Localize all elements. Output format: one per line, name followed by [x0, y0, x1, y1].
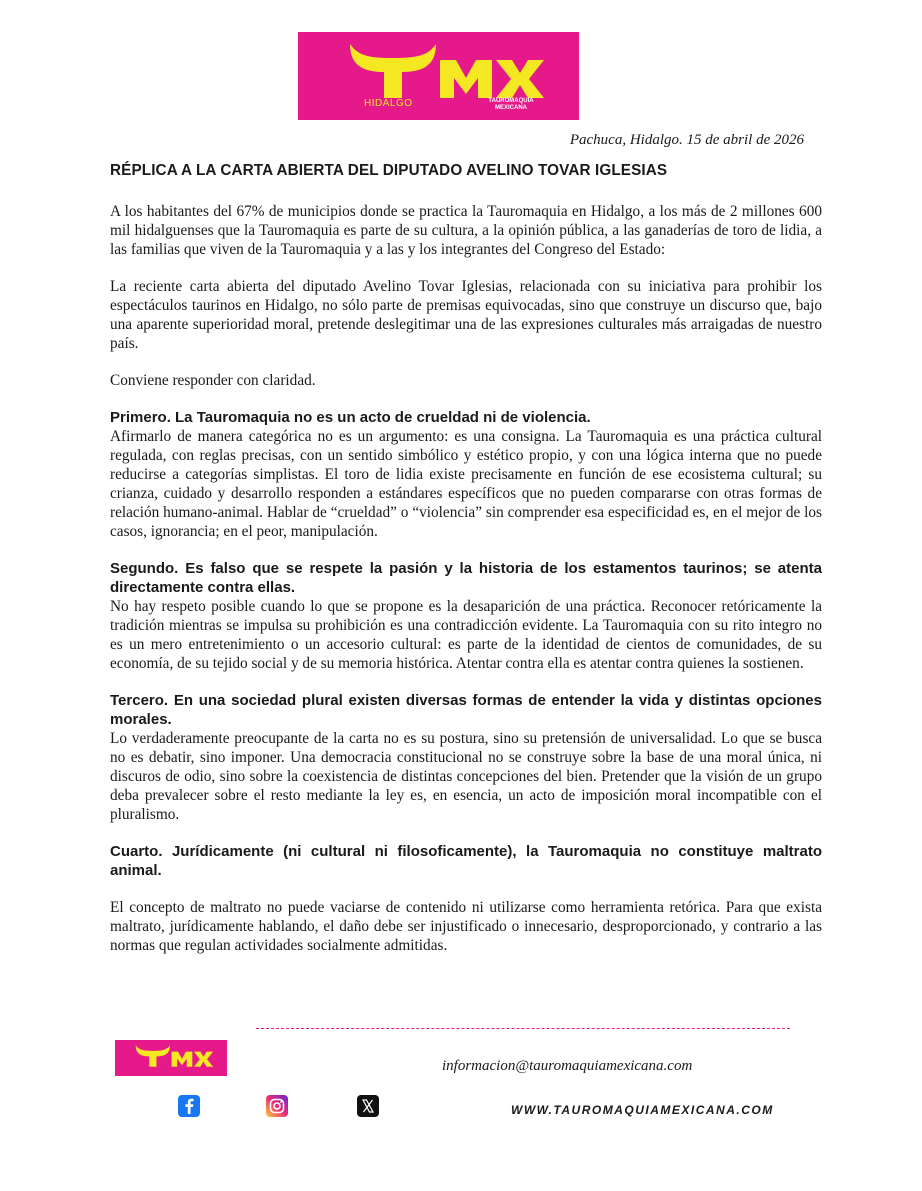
section-text: Lo verdaderamente preocupante de la carta no es su postura, sino su pretensión de universalidad. Lo que se busca no es debatir, sino imponer. Una democracia constitucional no se construye sobre la base de una moral única, ni discuros de odio, sino sobre la coexistencia de distintas concepciones del bien. Pretender que la visión de un grupo deba prevalecer sobre el resto mediante la ley es, en esencia, un acto de imposición moral incompatible con el pluralismo. — [110, 730, 822, 823]
website-link[interactable]: WWW.TAUROMAQUIAMEXICANA.COM — [511, 1103, 774, 1117]
footer-divider — [256, 1028, 790, 1029]
section-heading: Primero. La Tauromaquia no es un acto de crueldad ni de violencia. — [110, 409, 591, 426]
footer-logo — [115, 1040, 227, 1076]
bull-horns-logo-icon — [115, 1040, 227, 1076]
document-title: RÉPLICA A LA CARTA ABIERTA DEL DIPUTADO AVELINO TOVAR IGLESIAS — [110, 162, 668, 179]
section-heading: Cuarto. Jurídicamente (ni cultural ni filosoficamente), la Tauromaquia no constituye maltrato animal. — [110, 843, 822, 879]
intro-paragraph: A los habitantes del 67% de municipios donde se practica la Tauromaquia en Hidalgo, a los más de 2 millones 600 mil hidalguenses que la Tauromaquia es parte de su cultura, a la opinión pública, a las ganaderías de toro de lidia, a las familias que viven de la Tauromaquia y a las y los integrantes del Congreso del Estado: — [110, 203, 822, 258]
section-text: Afirmarlo de manera categórica no es un argumento: es una consigna. La Tauromaquia es una práctica cultural regulada, con reglas precisas, con un sentido simbólico y estético propio, y con una lógica interna que no puede reducirse a categorías simplistas. El toro de lidia existe precisamente en función de ese ecosistema cultural; su crianza, cuidado y desarrollo responden a estándares específicos que no pueden compararse con otras formas de relación humano-animal. Hablar de “crueldad” o “violencia” sin comprender esa especificidad es, en el mejor de los casos, ignorancia; en el peor, manipulación. — [110, 428, 822, 540]
section-text: El concepto de maltrato no puede vaciarse de contenido ni utilizarse como herramienta retórica. Para que exista maltrato, jurídicamente hablando, el daño debe ser injustificado o innecesario, desproporcionado, y contrario a las normas que regulan actividades socialmente admitidas. — [110, 899, 822, 954]
contact-email[interactable]: informacion@tauromaquiamexicana.com — [442, 1058, 693, 1074]
instagram-icon[interactable] — [266, 1095, 288, 1117]
document-date: Pachuca, Hidalgo. 15 de abril de 2026 — [569, 132, 804, 148]
facebook-icon[interactable] — [178, 1095, 200, 1117]
x-icon[interactable] — [357, 1095, 379, 1117]
section-text: No hay respeto posible cuando lo que se propone es la desaparición de una práctica. Reconocer retóricamente la tradición mientras se impulsa su prohibición es una contradicción evidente. La Tauromaquia con su rito integro no es un mero entretenimiento o un accesorio cultural: es parte de la identidad de cientos de comunidades, de su economía, de su tejido social y de su memoria histórica. Atentar contra ella es atentar contra quienes la sostienen. — [110, 598, 822, 672]
intro-paragraph: La reciente carta abierta del diputado Avelino Tovar Iglesias, relacionada con su iniciativa para prohibir los espectáculos taurinos en Hidalgo, no sólo parte de premisas equivocadas, sino que construye un discurso que, bajo una aparente superioridad moral, pretende deslegitimar una de las expresiones culturales más arraigadas de nuestro país. — [110, 278, 822, 352]
logo-hidalgo-label: HIDALGO — [364, 98, 413, 109]
header-logo — [298, 32, 579, 120]
intro-paragraph: Conviene responder con claridad. — [110, 372, 316, 389]
document-body — [110, 202, 822, 955]
section-heading: Tercero. En una sociedad plural existen diversas formas de entender la vida y distintas opciones morales. — [110, 692, 822, 728]
section-heading: Segundo. Es falso que se respete la pasión y la historia de los estamentos taurinos; se atenta directamente contra ellas. — [110, 560, 822, 596]
logo-tauromaquia-label: TAUROMAQUIA MEXICANA — [488, 98, 534, 111]
